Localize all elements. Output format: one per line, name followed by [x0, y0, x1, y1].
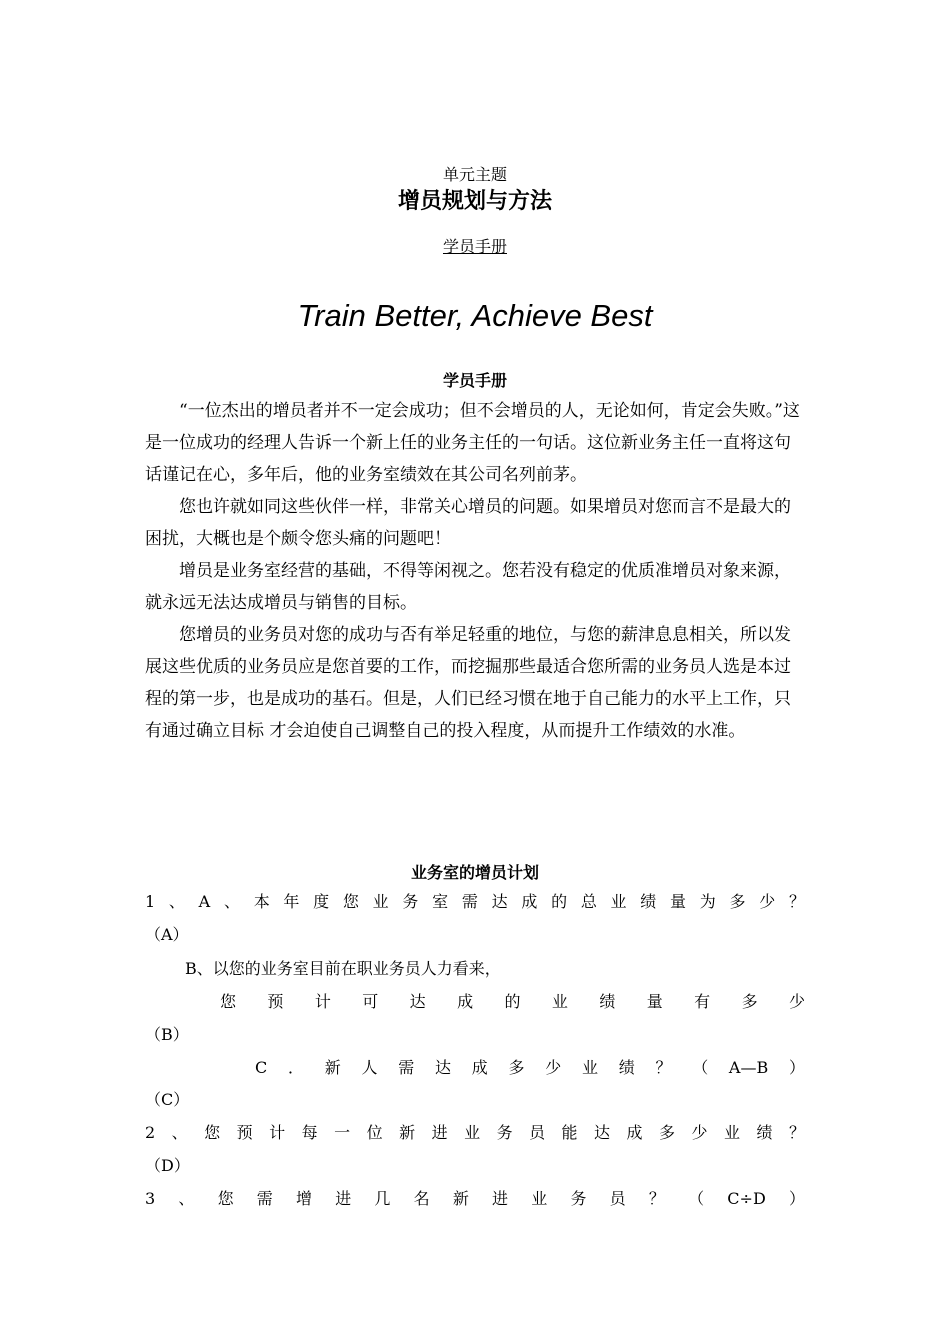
page-title: 增员规划与方法 — [397, 188, 552, 214]
question-1a: 1、A、本年度您业务室需达成的总业绩量为多少？ — [145, 892, 805, 911]
unit-label: 单元主题 — [442, 165, 507, 184]
question-2: 2、您预计每一位新进业务员能达成多少业绩？ — [145, 1123, 805, 1142]
slogan: Train Better, Achieve Best — [297, 298, 653, 333]
question-1a-tag: （A） — [145, 925, 189, 944]
question-1b-tag: （B） — [145, 1025, 189, 1044]
intro-paragraph-2: 您也许就如同这些伙伴一样，非常关心增员的问题。如果增员对您而言不是最大的困扰，大概也是个颇令您头痛的问题吧！ — [145, 497, 791, 549]
intro-paragraph-1: “一位杰出的增员者并不一定会成功；但不会增员的人，无论如何，肯定会失败。”这是一位成功的经理人告诉一个新上任的业务主任的一句话。这位新业务主任一直将这句话谨记在心，多年后，他的业务室绩效在其公司名列前茅。 — [145, 401, 800, 485]
intro-paragraph-4: 您增员的业务员对您的成功与否有举足轻重的地位，与您的薪津息息相关，所以发展这些优质的业务员应是您首要的工作，而挖掘那些最适合您所需的业务员人选是本过程的第一步，也是成功的基石。但是，人们已经习惯在地于自己能力的水平上工作，只有通过确立目标 才会迫使自己调整自己的投入程度，从而提升工作绩效的水准。 — [145, 625, 791, 741]
question-1c: C．新人需达成多少业绩？（A—B） — [255, 1058, 805, 1077]
question-1c-tag: （C） — [145, 1090, 190, 1109]
subtitle-text: 学员手册 — [442, 237, 507, 256]
intro-body — [145, 395, 805, 747]
question-3: 3、您需增进几名新进业务员？（C÷D） — [145, 1189, 805, 1208]
question-2-tag: （D） — [145, 1156, 190, 1175]
question-1b: 您预计可达成的业绩量有多少 — [220, 992, 805, 1011]
question-1b-intro: B、以您的业务室目前在职业务员人力看来， — [185, 959, 501, 978]
intro-heading: 学员手册 — [442, 371, 507, 390]
intro-paragraph-3: 增员是业务室经营的基础，不得等闲视之。您若没有稳定的优质准增员对象来源，就永远无法达成增员与销售的目标。 — [145, 561, 791, 613]
plan-heading: 业务室的增员计划 — [410, 863, 539, 882]
subtitle — [0, 234, 950, 257]
